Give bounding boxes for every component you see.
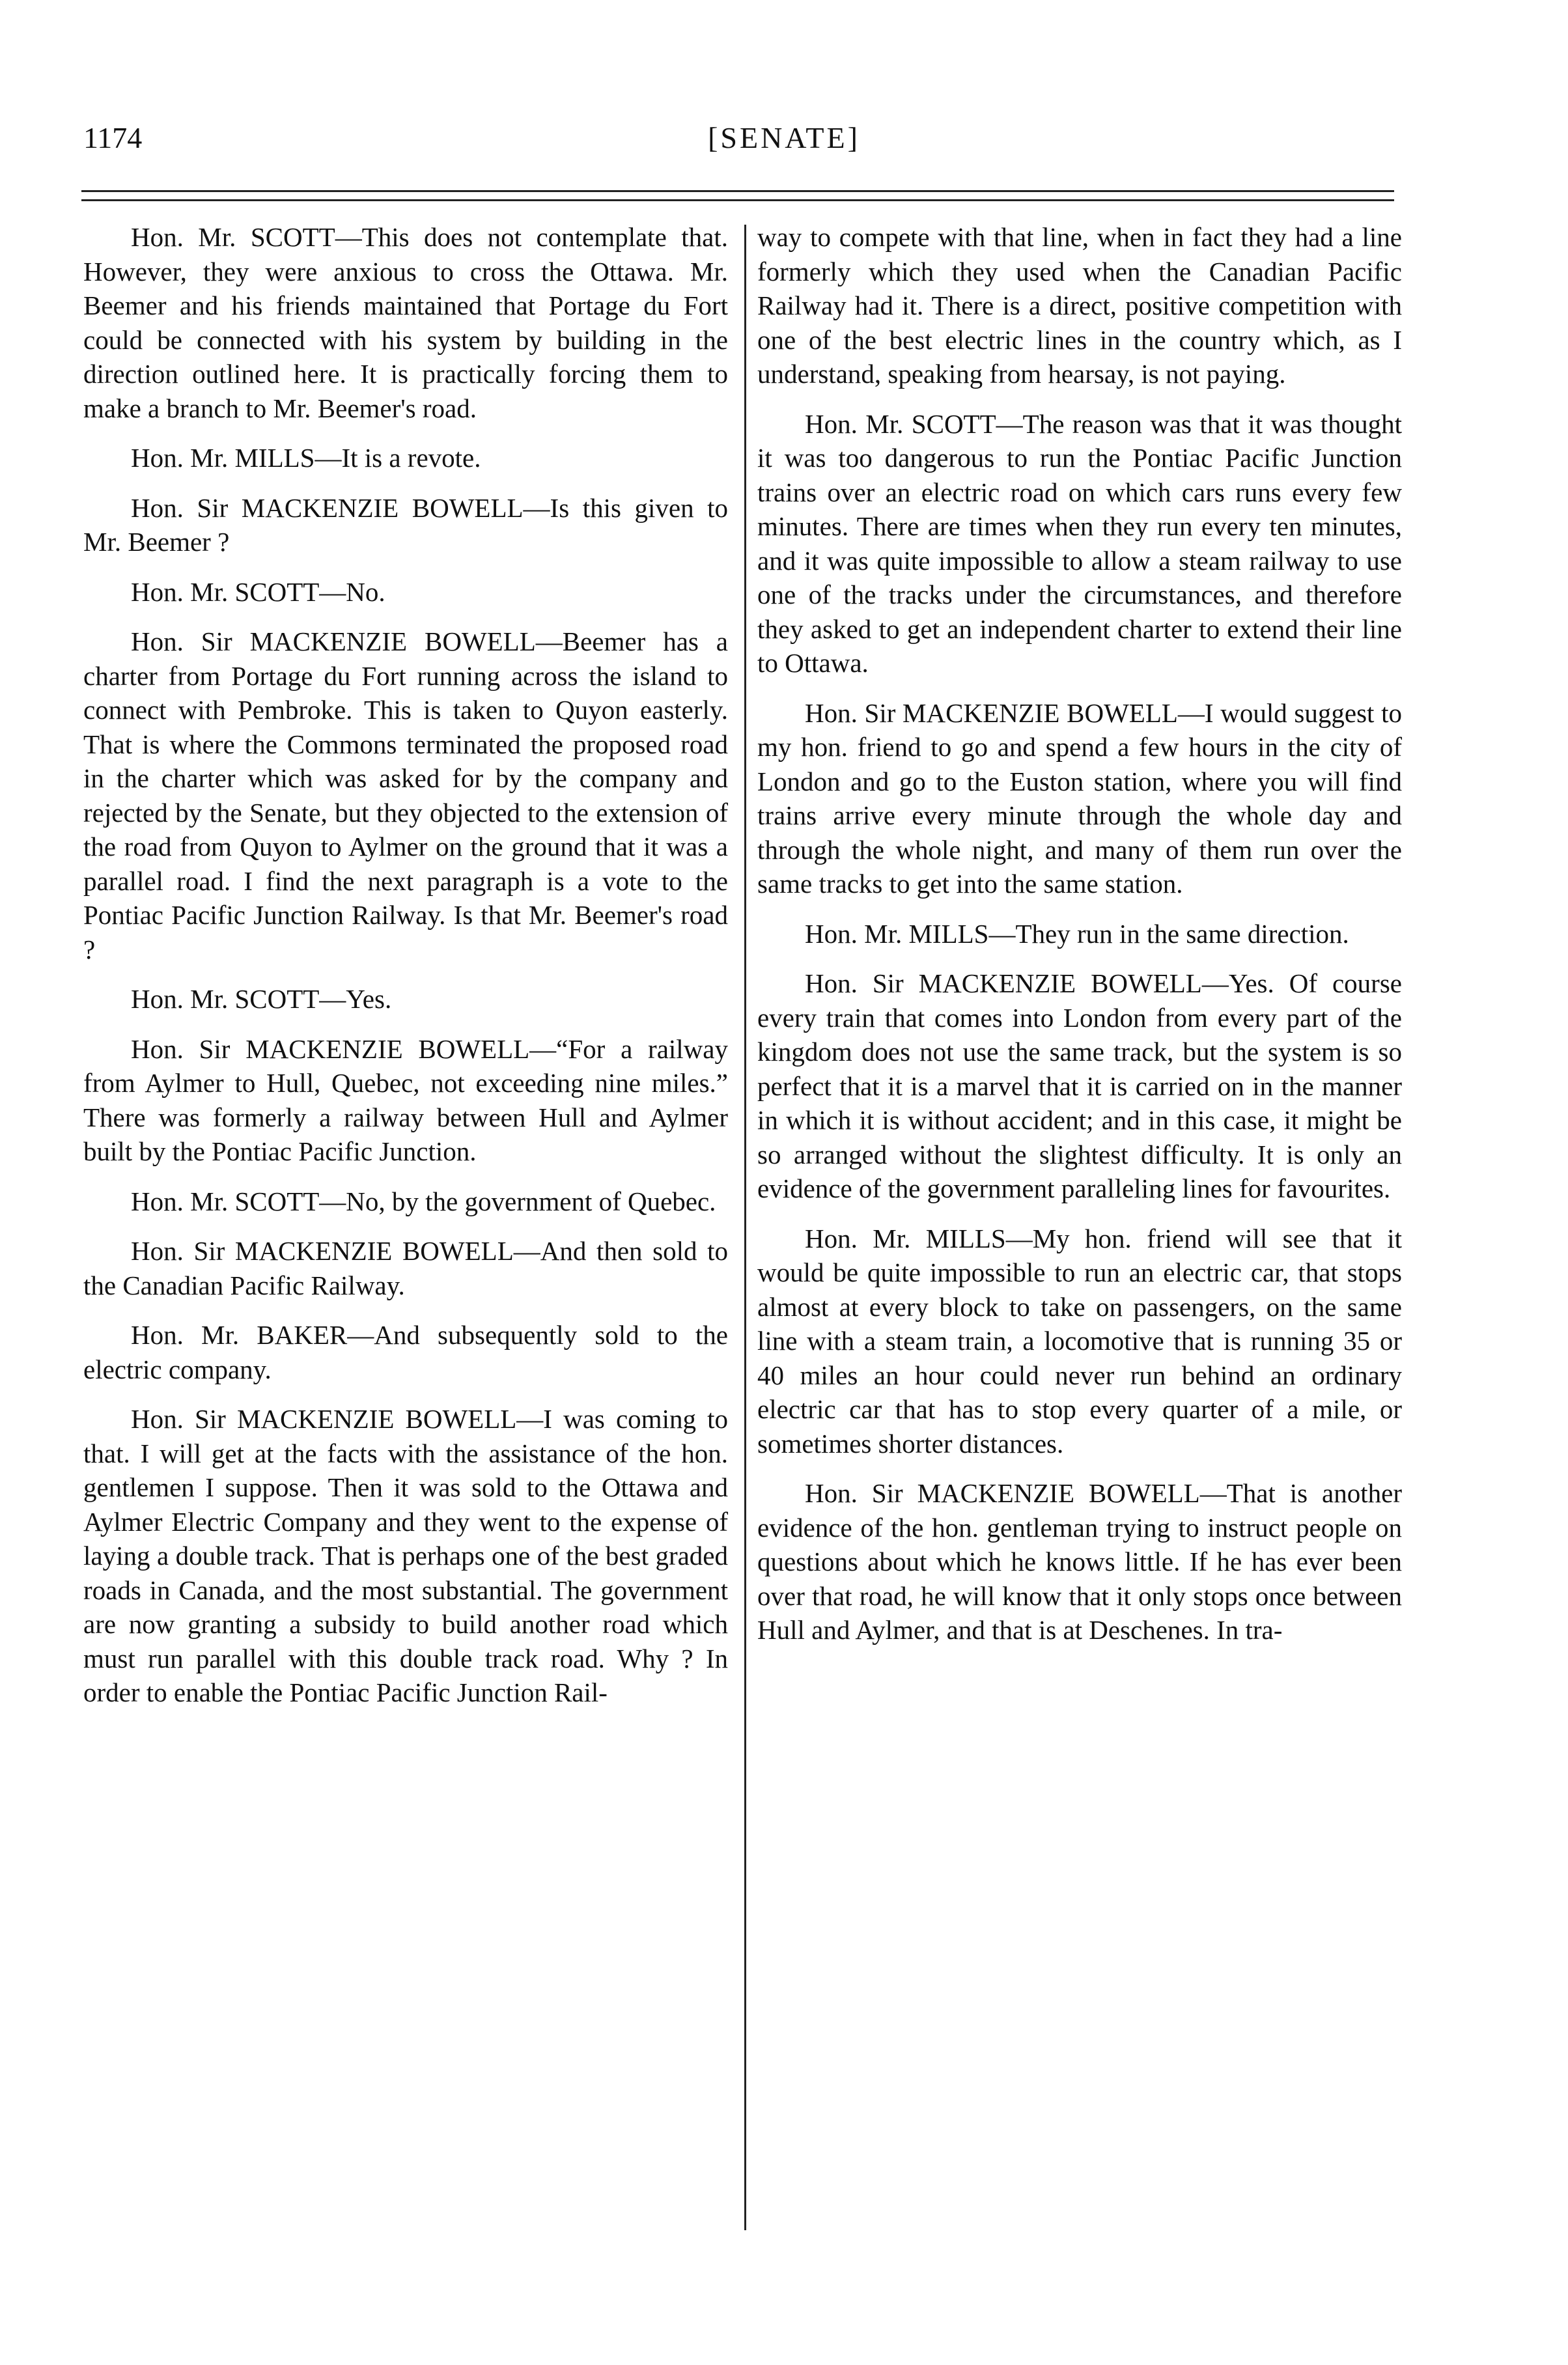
paragraph: way to compete with that line, when in fact they had a line formerly which they used when the Canadian Pacific Railway had it. There is a direct, positive competition with one of the best electric lines in the country which, as I understand, speaking from hearsay, is not paying. <box>757 222 1402 389</box>
paragraph: Hon. Sir MACKENZIE BOWELL—And then sold to the Canadian Pacific Railway. <box>83 1236 728 1300</box>
right-column <box>757 220 1402 1663</box>
paragraph: Hon. Sir MACKENZIE BOWELL—That is another evidence of the hon. gentleman trying to instruct people on questions about which he knows little. If he has ever been over that road, he will know that it only stops once between Hull and Aylmer, and that is at Deschenes. In tra- <box>757 1478 1402 1645</box>
paragraph: Hon. Sir MACKENZIE BOWELL—Yes. Of course every train that comes into London from every part of the kingdom does not use the same track, but the system is so perfect that it is a marvel that it is carried on in the manner in which it is without accident; and in this case, it might be so arranged without the slightest difficulty. It is only an evidence of the government paralleling lines for favourites. <box>757 968 1402 1203</box>
paragraph: Hon. Mr. SCOTT—No. <box>131 576 385 607</box>
column-divider <box>744 225 746 2230</box>
paragraph: Hon. Mr. SCOTT—The reason was that it was thought it was too dangerous to run the Pontiac Pacific Junction trains over an electric road on which cars runs every few minutes. There are times when they run every ten minutes, and it was quite impossible to allow a steam railway to use one of the tracks under the circumstances, and therefore they asked to get an independent charter to extend their line to Ottawa. <box>757 408 1402 678</box>
paragraph: Hon. Mr. MILLS—It is a revote. <box>131 443 481 473</box>
page-number: 1174 <box>83 121 143 154</box>
paragraph: Hon. Mr. MILLS—My hon. friend will see that it would be quite impossible to run an electric car, that stops almost at every block to take on passengers, on the same line with a steam train, a locomotive that is running 35 or 40 miles an hour could never run behind an ordinary electric car that has to stop every quarter of a mile, or sometimes shorter distances. <box>757 1223 1402 1459</box>
paragraph: Hon. Mr. BAKER—And subsequently sold to the electric company. <box>83 1320 728 1384</box>
paragraph: Hon. Sir MACKENZIE BOWELL—I would suggest to my hon. friend to go and spend a few hours in the city of London and go to the Euston station, where you will find trains arrive every minute through the whole day and through the whole night, and many of them run over the same tracks to get into the same station. <box>757 697 1402 899</box>
page-header-title: [SENATE] <box>708 121 860 154</box>
paragraph: Hon. Sir MACKENZIE BOWELL—I was coming to that. I will get at the facts with the assistance of the hon. gentlemen I suppose. Then it was sold to the Ottawa and Aylmer Electric Company and they went to the expense of laying a double track. That is perhaps one of the best graded roads in Canada, and the most substantial. The government are now granting a subsidy to build another road which must run parallel with this double track road. Why ? In order to enable the Pontiac Pacific Junction Rail- <box>83 1404 728 1707</box>
paragraph: Hon. Sir MACKENZIE BOWELL—Beemer has a charter from Portage du Fort running across the island to connect with Pembroke. This is taken to Quyon easterly. That is where the Commons terminated the proposed road in the charter which was asked for by the company and rejected by the Senate, but they objected to the extension of the road from Quyon to Aylmer on the ground that it was a parallel road. I find the next paragraph is a vote to the Pontiac Pacific Junction Railway. Is that Mr. Beemer's road ? <box>83 626 728 964</box>
paragraph: Hon. Mr. SCOTT—No, by the government of Quebec. <box>131 1186 716 1216</box>
header-rule-bottom <box>81 199 1394 201</box>
header-rule-top <box>81 190 1394 192</box>
paragraph: Hon. Mr. SCOTT—Yes. <box>131 984 392 1014</box>
left-column <box>83 220 728 1726</box>
paragraph: Hon. Sir MACKENZIE BOWELL—“For a railway from Aylmer to Hull, Quebec, not exceeding nine miles.” There was formerly a railway between Hull and Aylmer built by the Pontiac Pacific Junction. <box>83 1033 728 1166</box>
paragraph: Hon. Sir MACKENZIE BOWELL—Is this given to Mr. Beemer ? <box>83 492 728 557</box>
paragraph: Hon. Mr. MILLS—They run in the same direction. <box>805 918 1349 949</box>
paragraph: Hon. Mr. SCOTT—This does not contemplate that. However, they were anxious to cross the Ottawa. Mr. Beemer and his friends maintained that Portage du Fort could be connected with his system by building in the direction outlined here. It is practically forcing them to make a branch to Mr. Beemer's road. <box>83 222 728 423</box>
